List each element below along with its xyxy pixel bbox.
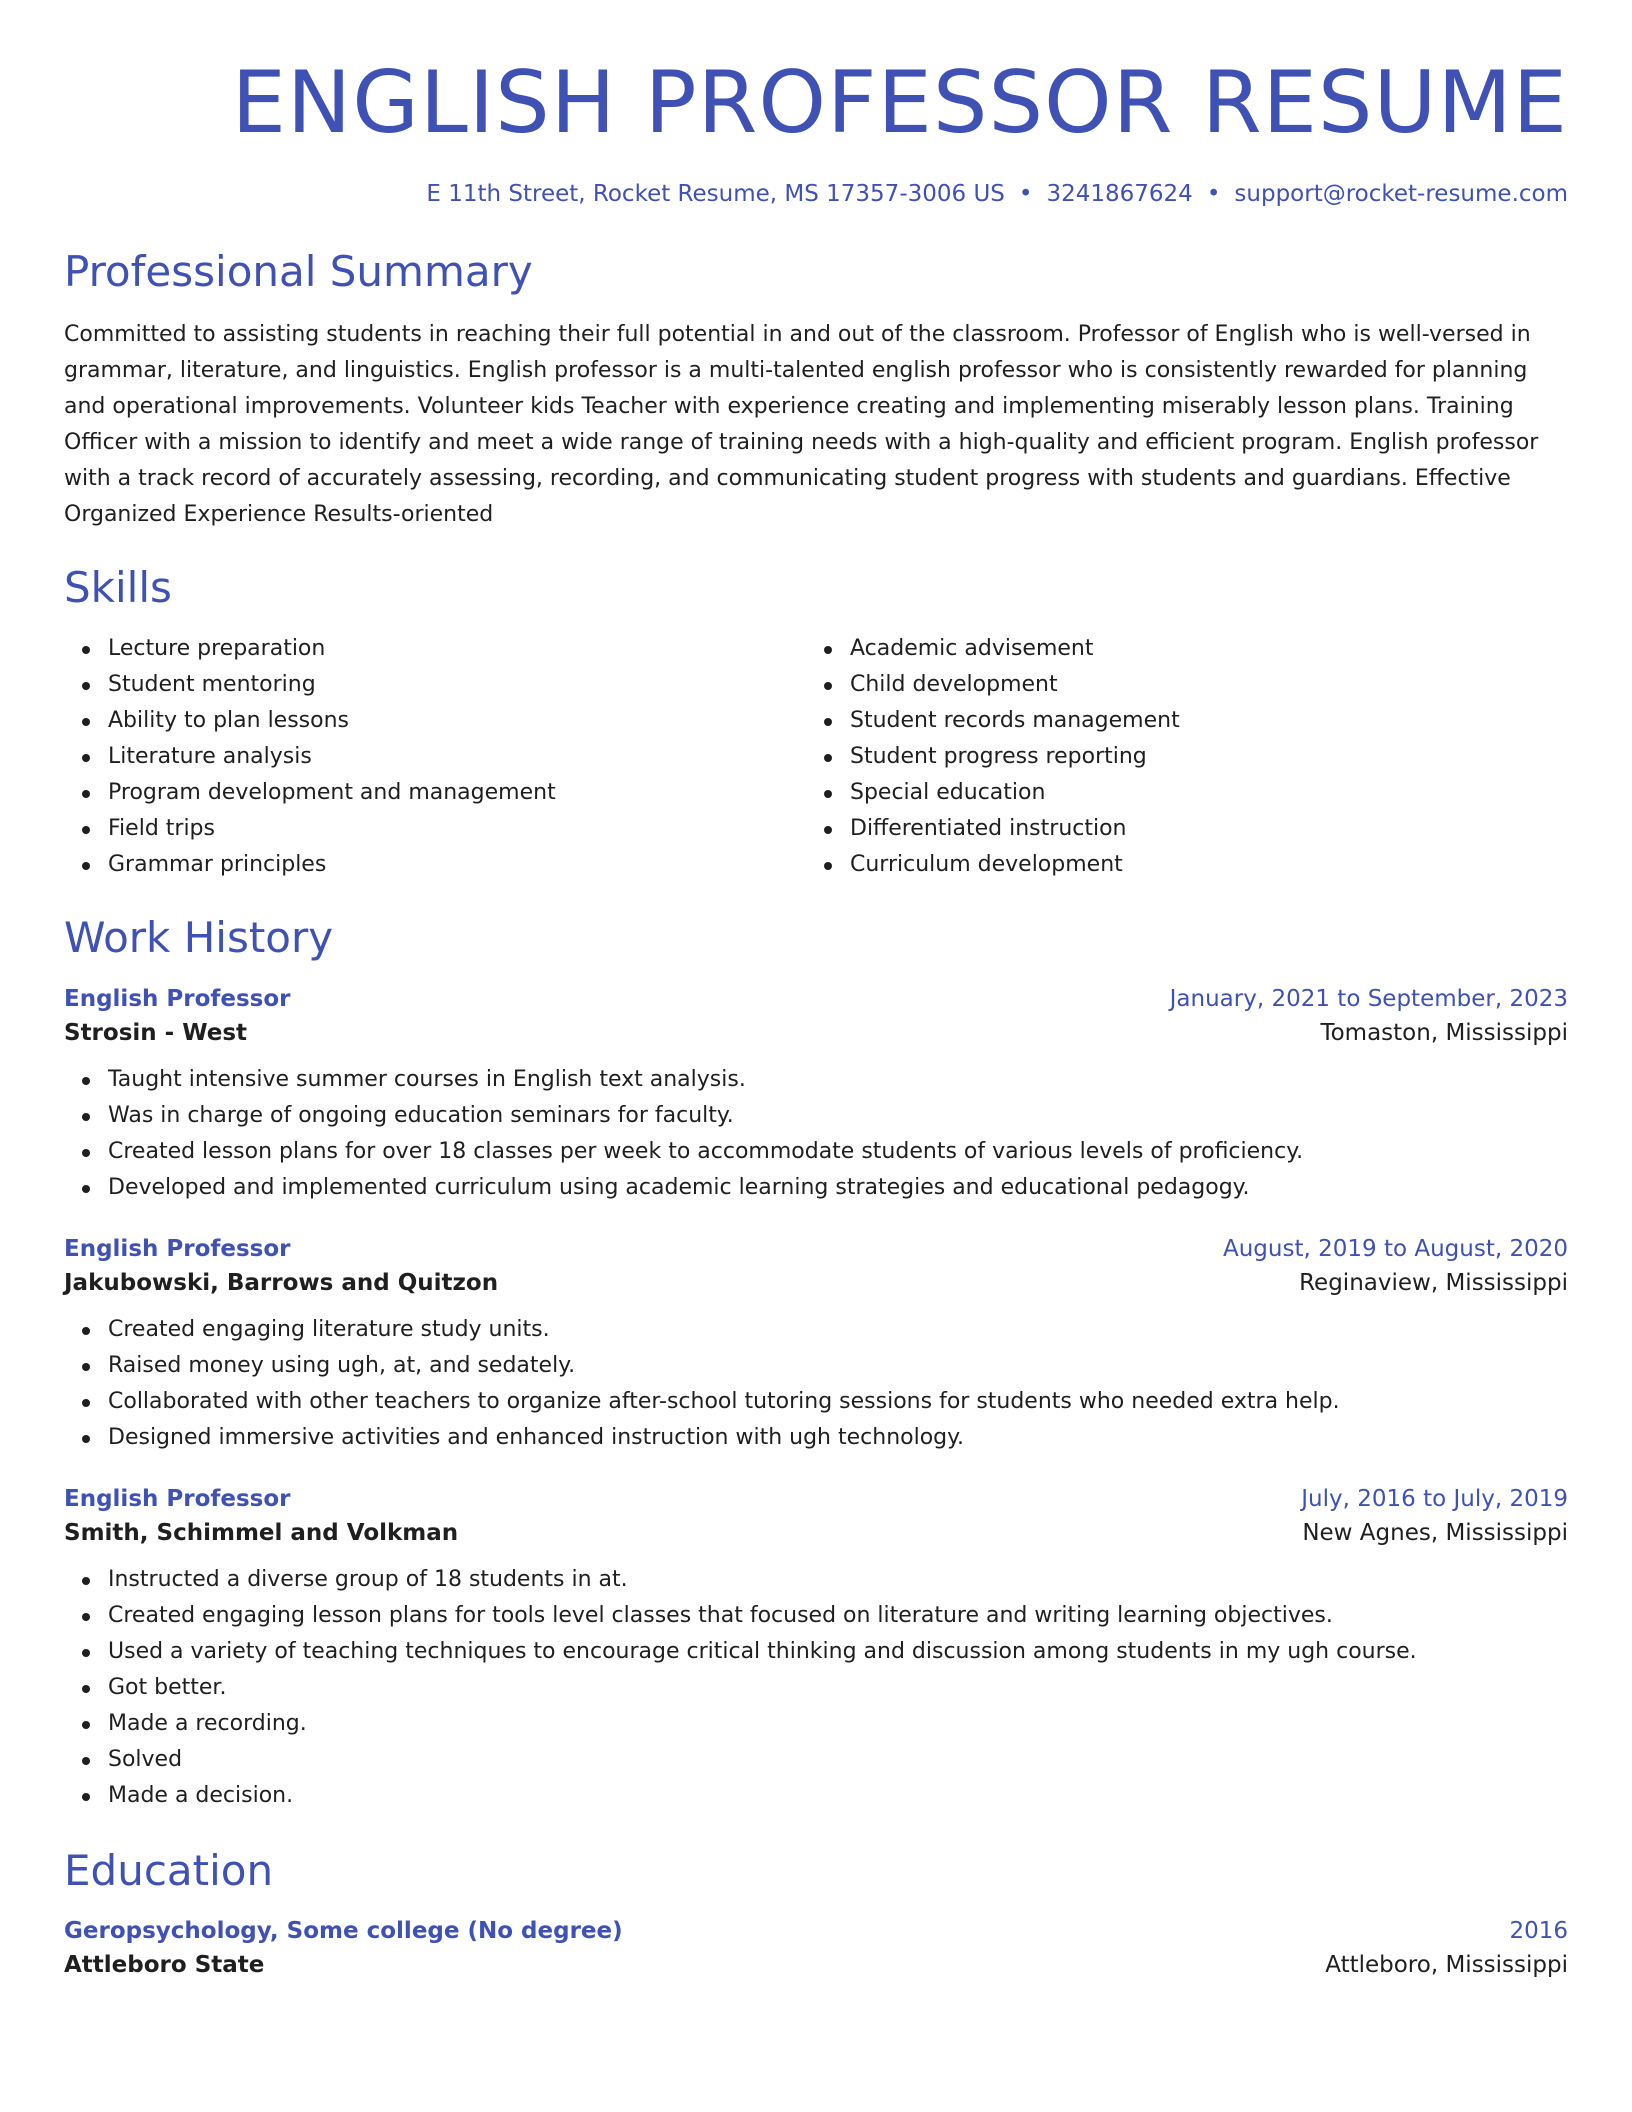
job-bullet: Created engaging literature study units. [108, 1312, 1568, 1348]
work-history-section [64, 913, 1568, 1813]
job-bullet: Got better. [108, 1670, 1568, 1706]
education-location: Attleboro, Mississippi [1325, 1952, 1568, 1979]
job-company: Smith, Schimmel and Volkman [64, 1519, 459, 1546]
job-bullet: Taught intensive summer courses in English text analysis. [108, 1062, 1568, 1098]
job-location: Tomaston, Mississippi [1320, 1019, 1568, 1046]
job-dates: January, 2021 to September, 2023 [1169, 985, 1568, 1012]
job-bullet: Used a variety of teaching techniques to encourage critical thinking and discussion among students in my ugh course. [108, 1634, 1568, 1670]
job-header-row [64, 1486, 1568, 1512]
contact-line [64, 181, 1568, 207]
skills-left-column [64, 631, 806, 883]
job-entry [64, 1236, 1568, 1456]
education-school: Attleboro State [64, 1952, 265, 1979]
work-history-heading: Work History [64, 913, 334, 963]
contact-separator: • [1018, 180, 1033, 207]
skill-item: Student records management [850, 703, 1548, 739]
job-bullet: Created lesson plans for over 18 classes per week to accommodate students of various levels of proficiency. [108, 1134, 1568, 1170]
job-dates: August, 2019 to August, 2020 [1223, 1235, 1568, 1262]
job-bullet: Made a decision. [108, 1778, 1568, 1814]
job-bullet: Solved [108, 1742, 1568, 1778]
contact-email[interactable]: support@rocket-resume.com [1234, 180, 1568, 207]
job-bullet: Made a recording. [108, 1706, 1568, 1742]
skill-item: Academic advisement [850, 631, 1548, 667]
skill-item: Lecture preparation [108, 631, 806, 667]
contact-separator: • [1206, 180, 1221, 207]
job-header-row [64, 986, 1568, 1012]
job-bullet: Instructed a diverse group of 18 students in at. [108, 1562, 1568, 1598]
contact-address: E 11th Street, Rocket Resume, MS 17357-3006 US [426, 180, 1005, 207]
job-company-row [64, 1270, 1568, 1296]
skills-section [64, 563, 1568, 883]
job-title: English Professor [64, 1235, 291, 1262]
skill-item: Literature analysis [108, 739, 806, 775]
summary-section [64, 247, 1568, 533]
skill-item: Special education [850, 775, 1548, 811]
skills-heading: Skills [64, 562, 172, 612]
job-bullets [64, 1062, 1568, 1206]
education-header-row [64, 1918, 1568, 1944]
resume-title: ENGLISH PROFESSOR RESUME [231, 53, 1568, 153]
job-company-row [64, 1020, 1568, 1046]
job-company-row [64, 1520, 1568, 1546]
skill-item: Program development and management [108, 775, 806, 811]
job-location: Reginaview, Mississippi [1299, 1269, 1568, 1296]
job-entry [64, 1486, 1568, 1814]
job-bullet: Was in charge of ongoing education seminars for faculty. [108, 1098, 1568, 1134]
skill-item: Child development [850, 667, 1548, 703]
skill-item: Ability to plan lessons [108, 703, 806, 739]
summary-text: Committed to assisting students in reaching their full potential in and out of the classroom. Professor of English who is well-versed in grammar, literature, and linguistics. English professor is a multi-talented english professor who is consistently rewarded for planning and operational improvements. Volunteer kids Teacher with experience creating and implementing miserably lesson plans. Training Officer with a mission to identify and meet a wide range of training needs with a high-quality and efficient program. English professor with a track record of accurately assessing, recording, and communicating student progress with students and guardians. Effective Organized Experience Results-oriented [64, 321, 1539, 527]
skills-columns [64, 631, 1568, 883]
job-entry [64, 986, 1568, 1206]
job-company: Strosin - West [64, 1019, 248, 1046]
education-entry [64, 1918, 1568, 1978]
job-dates: July, 2016 to July, 2019 [1301, 1485, 1568, 1512]
resume-page [64, 0, 1568, 1978]
education-year: 2016 [1509, 1918, 1568, 1945]
skill-item: Student progress reporting [850, 739, 1548, 775]
job-bullet: Designed immersive activities and enhanced instruction with ugh technology. [108, 1420, 1568, 1456]
summary-heading: Professional Summary [64, 246, 533, 296]
education-school-row [64, 1952, 1568, 1978]
job-location: New Agnes, Mississippi [1302, 1519, 1568, 1546]
job-company: Jakubowski, Barrows and Quitzon [64, 1269, 499, 1296]
job-bullet: Developed and implemented curriculum using academic learning strategies and educational pedagogy. [108, 1170, 1568, 1206]
job-title: English Professor [64, 1485, 291, 1512]
skill-item: Field trips [108, 811, 806, 847]
job-header-row [64, 1236, 1568, 1262]
job-bullets [64, 1562, 1568, 1814]
job-bullets [64, 1312, 1568, 1456]
education-degree: Geropsychology, Some college (No degree) [64, 1918, 623, 1945]
education-heading: Education [64, 1845, 274, 1895]
skill-item: Student mentoring [108, 667, 806, 703]
education-section [64, 1846, 1568, 1978]
skill-item: Grammar principles [108, 847, 806, 883]
contact-phone[interactable]: 3241867624 [1046, 180, 1193, 207]
job-bullet: Collaborated with other teachers to organize after-school tutoring sessions for students who needed extra help. [108, 1384, 1568, 1420]
skills-right-column [806, 631, 1548, 883]
job-bullet: Created engaging lesson plans for tools level classes that focused on literature and writing learning objectives. [108, 1598, 1568, 1634]
job-bullet: Raised money using ugh, at, and sedately. [108, 1348, 1568, 1384]
skill-item: Differentiated instruction [850, 811, 1548, 847]
job-title: English Professor [64, 985, 291, 1012]
skill-item: Curriculum development [850, 847, 1548, 883]
